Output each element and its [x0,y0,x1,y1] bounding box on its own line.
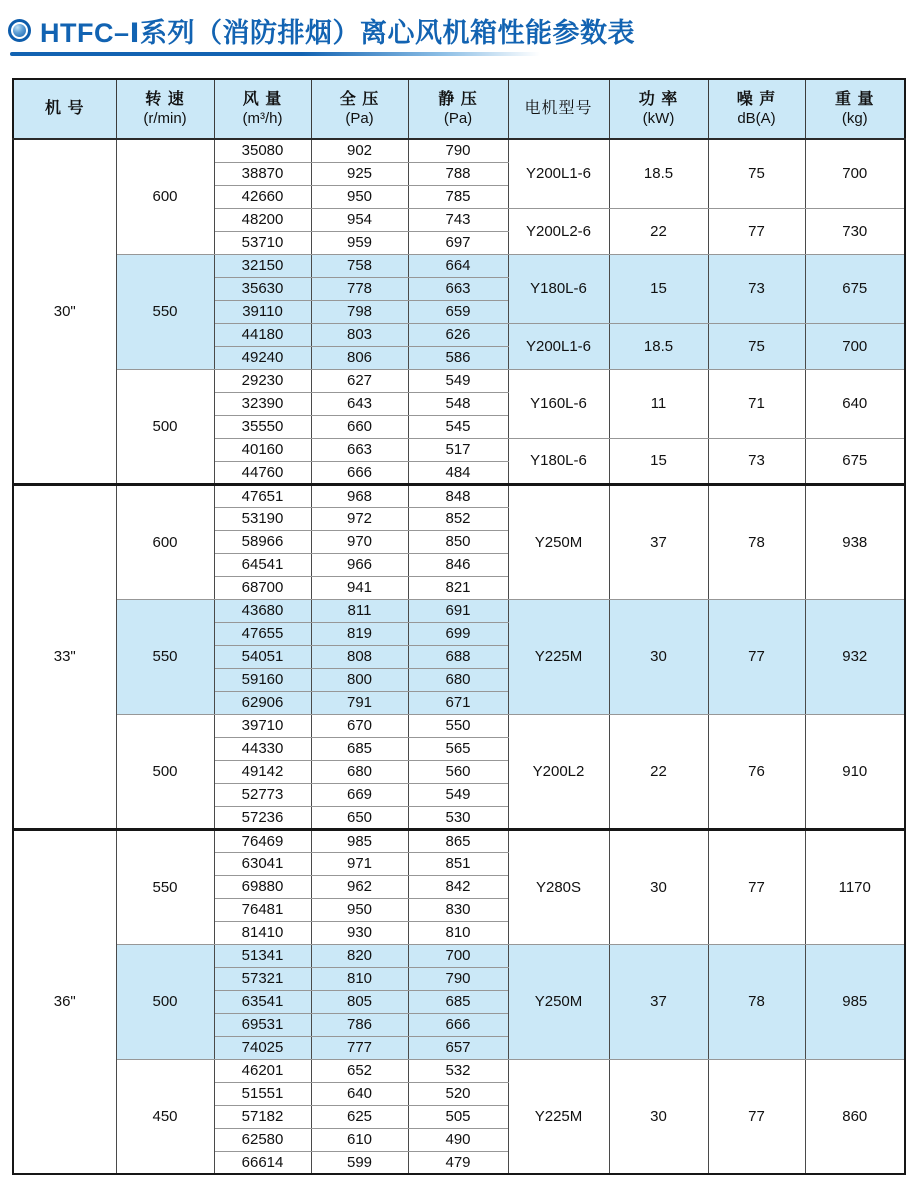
motor-model-cell: Y200L2-6 [508,208,609,254]
motor-model-cell: Y225M [508,599,609,714]
table-row [13,139,905,162]
power-cell: 15 [609,254,708,323]
motor-model-cell: Y200L2 [508,714,609,829]
total-pressure-cell: 778 [311,277,408,300]
total-pressure-cell: 800 [311,668,408,691]
motor-model-cell: Y250M [508,944,609,1059]
airflow-cell: 35630 [214,277,311,300]
total-pressure-cell: 902 [311,139,408,162]
header-label: 功 率 [638,91,679,108]
title-block [8,12,902,56]
table-row [13,369,905,392]
noise-cell: 77 [708,208,805,254]
airflow-cell: 54051 [214,645,311,668]
power-cell: 37 [609,484,708,599]
total-pressure-cell: 777 [311,1036,408,1059]
power-cell: 37 [609,944,708,1059]
speed-cell: 600 [116,484,214,599]
motor-model-cell: Y200L1-6 [508,139,609,208]
weight-cell: 860 [805,1059,905,1174]
title-underline [10,52,540,56]
static-pressure-cell: 830 [408,898,508,921]
total-pressure-cell: 791 [311,691,408,714]
weight-cell: 910 [805,714,905,829]
total-pressure-cell: 954 [311,208,408,231]
airflow-cell: 49142 [214,760,311,783]
airflow-cell: 39110 [214,300,311,323]
airflow-cell: 38870 [214,162,311,185]
col-header-power [609,79,708,139]
noise-cell: 73 [708,438,805,484]
performance-table [12,78,906,1175]
airflow-cell: 39710 [214,714,311,737]
table-row [13,829,905,852]
airflow-cell: 58966 [214,530,311,553]
static-pressure-cell: 517 [408,438,508,461]
total-pressure-cell: 811 [311,599,408,622]
static-pressure-cell: 821 [408,576,508,599]
noise-cell: 77 [708,829,805,944]
header-unit: (r/min) [143,110,187,127]
airflow-cell: 57321 [214,967,311,990]
static-pressure-cell: 520 [408,1082,508,1105]
speed-cell: 500 [116,714,214,829]
size-cell: 30" [13,139,116,484]
total-pressure-cell: 806 [311,346,408,369]
weight-cell: 675 [805,254,905,323]
airflow-cell: 68700 [214,576,311,599]
static-pressure-cell: 657 [408,1036,508,1059]
airflow-cell: 47655 [214,622,311,645]
static-pressure-cell: 560 [408,760,508,783]
total-pressure-cell: 670 [311,714,408,737]
weight-cell: 640 [805,369,905,438]
power-cell: 30 [609,829,708,944]
weight-cell: 675 [805,438,905,484]
airflow-cell: 63541 [214,990,311,1013]
total-pressure-cell: 599 [311,1151,408,1174]
motor-model-cell: Y250M [508,484,609,599]
weight-cell: 938 [805,484,905,599]
power-cell: 22 [609,208,708,254]
header-label: 噪 声 [736,91,777,108]
total-pressure-cell: 950 [311,898,408,921]
static-pressure-cell: 788 [408,162,508,185]
table-row [13,254,905,277]
total-pressure-cell: 820 [311,944,408,967]
static-pressure-cell: 697 [408,231,508,254]
col-header-weight [805,79,905,139]
header-unit: (kg) [841,110,868,127]
static-pressure-cell: 688 [408,645,508,668]
speed-cell: 550 [116,599,214,714]
page-title: HTFC–Ⅰ系列（消防排烟）离心风机箱性能参数表 [40,17,636,48]
noise-cell: 73 [708,254,805,323]
airflow-cell: 42660 [214,185,311,208]
airflow-cell: 81410 [214,921,311,944]
total-pressure-cell: 819 [311,622,408,645]
airflow-cell: 44760 [214,461,311,484]
static-pressure-cell: 479 [408,1151,508,1174]
static-pressure-cell: 530 [408,806,508,829]
static-pressure-cell: 743 [408,208,508,231]
airflow-cell: 57182 [214,1105,311,1128]
total-pressure-cell: 972 [311,507,408,530]
total-pressure-cell: 627 [311,369,408,392]
airflow-cell: 62906 [214,691,311,714]
airflow-cell: 64541 [214,553,311,576]
total-pressure-cell: 805 [311,990,408,1013]
weight-cell: 1170 [805,829,905,944]
speed-cell: 500 [116,944,214,1059]
speed-cell: 500 [116,369,214,484]
col-header-airflow [214,79,311,139]
header-label: 电机型号 [524,100,593,117]
table-row [13,484,905,507]
static-pressure-cell: 550 [408,714,508,737]
header-unit: dB(A) [737,110,776,127]
total-pressure-cell: 810 [311,967,408,990]
static-pressure-cell: 790 [408,967,508,990]
static-pressure-cell: 685 [408,990,508,1013]
col-header-motor-model [508,79,609,139]
total-pressure-cell: 680 [311,760,408,783]
static-pressure-cell: 852 [408,507,508,530]
speed-cell: 550 [116,829,214,944]
airflow-cell: 52773 [214,783,311,806]
total-pressure-cell: 808 [311,645,408,668]
total-pressure-cell: 650 [311,806,408,829]
static-pressure-cell: 664 [408,254,508,277]
noise-cell: 75 [708,323,805,369]
col-header-size [13,79,116,139]
static-pressure-cell: 549 [408,783,508,806]
table-row [13,944,905,967]
static-pressure-cell: 545 [408,415,508,438]
total-pressure-cell: 643 [311,392,408,415]
airflow-cell: 44180 [214,323,311,346]
airflow-cell: 29230 [214,369,311,392]
airflow-cell: 35080 [214,139,311,162]
total-pressure-cell: 798 [311,300,408,323]
static-pressure-cell: 626 [408,323,508,346]
airflow-cell: 76481 [214,898,311,921]
total-pressure-cell: 669 [311,783,408,806]
table-body [13,139,905,1174]
header-unit: (Pa) [345,110,374,127]
speed-cell: 550 [116,254,214,369]
motor-model-cell: Y160L-6 [508,369,609,438]
airflow-cell: 35550 [214,415,311,438]
total-pressure-cell: 758 [311,254,408,277]
airflow-cell: 51551 [214,1082,311,1105]
static-pressure-cell: 850 [408,530,508,553]
total-pressure-cell: 971 [311,852,408,875]
speed-cell: 450 [116,1059,214,1174]
airflow-cell: 40160 [214,438,311,461]
col-header-static-pressure [408,79,508,139]
static-pressure-cell: 532 [408,1059,508,1082]
airflow-cell: 59160 [214,668,311,691]
static-pressure-cell: 810 [408,921,508,944]
static-pressure-cell: 659 [408,300,508,323]
static-pressure-cell: 790 [408,139,508,162]
airflow-cell: 74025 [214,1036,311,1059]
header-unit: (m³/h) [242,110,283,127]
total-pressure-cell: 660 [311,415,408,438]
header-label: 全 压 [339,91,380,108]
static-pressure-cell: 586 [408,346,508,369]
motor-model-cell: Y200L1-6 [508,323,609,369]
airflow-cell: 53190 [214,507,311,530]
static-pressure-cell: 484 [408,461,508,484]
noise-cell: 76 [708,714,805,829]
power-cell: 18.5 [609,139,708,208]
col-header-total-pressure [311,79,408,139]
weight-cell: 700 [805,323,905,369]
total-pressure-cell: 663 [311,438,408,461]
total-pressure-cell: 925 [311,162,408,185]
total-pressure-cell: 640 [311,1082,408,1105]
power-cell: 30 [609,1059,708,1174]
total-pressure-cell: 985 [311,829,408,852]
total-pressure-cell: 966 [311,553,408,576]
noise-cell: 78 [708,484,805,599]
airflow-cell: 46201 [214,1059,311,1082]
header-label: 风 量 [242,91,283,108]
static-pressure-cell: 548 [408,392,508,415]
static-pressure-cell: 549 [408,369,508,392]
static-pressure-cell: 851 [408,852,508,875]
total-pressure-cell: 685 [311,737,408,760]
total-pressure-cell: 652 [311,1059,408,1082]
motor-model-cell: Y180L-6 [508,254,609,323]
power-cell: 30 [609,599,708,714]
static-pressure-cell: 846 [408,553,508,576]
airflow-cell: 49240 [214,346,311,369]
col-header-noise [708,79,805,139]
power-cell: 15 [609,438,708,484]
speed-cell: 600 [116,139,214,254]
static-pressure-cell: 848 [408,484,508,507]
weight-cell: 730 [805,208,905,254]
total-pressure-cell: 610 [311,1128,408,1151]
static-pressure-cell: 691 [408,599,508,622]
airflow-cell: 53710 [214,231,311,254]
total-pressure-cell: 930 [311,921,408,944]
static-pressure-cell: 785 [408,185,508,208]
total-pressure-cell: 941 [311,576,408,599]
power-cell: 22 [609,714,708,829]
header-unit: (Pa) [443,110,473,127]
motor-model-cell: Y280S [508,829,609,944]
static-pressure-cell: 666 [408,1013,508,1036]
static-pressure-cell: 699 [408,622,508,645]
power-cell: 11 [609,369,708,438]
motor-model-cell: Y180L-6 [508,438,609,484]
total-pressure-cell: 786 [311,1013,408,1036]
header-label: 转 速 [145,91,185,108]
static-pressure-cell: 490 [408,1128,508,1151]
airflow-cell: 44330 [214,737,311,760]
power-cell: 18.5 [609,323,708,369]
total-pressure-cell: 803 [311,323,408,346]
total-pressure-cell: 962 [311,875,408,898]
airflow-cell: 69880 [214,875,311,898]
static-pressure-cell: 700 [408,944,508,967]
motor-model-cell: Y225M [508,1059,609,1174]
airflow-cell: 62580 [214,1128,311,1151]
table-row [13,1059,905,1082]
size-cell: 36" [13,829,116,1174]
noise-cell: 75 [708,139,805,208]
total-pressure-cell: 959 [311,231,408,254]
col-header-speed [116,79,214,139]
size-cell: 33" [13,484,116,829]
header-label: 重 量 [835,91,875,108]
static-pressure-cell: 842 [408,875,508,898]
bullseye-icon [8,19,31,42]
airflow-cell: 66614 [214,1151,311,1174]
total-pressure-cell: 968 [311,484,408,507]
header-row [13,79,905,139]
table-row [13,599,905,622]
noise-cell: 71 [708,369,805,438]
airflow-cell: 51341 [214,944,311,967]
weight-cell: 985 [805,944,905,1059]
airflow-cell: 47651 [214,484,311,507]
weight-cell: 700 [805,139,905,208]
airflow-cell: 32390 [214,392,311,415]
total-pressure-cell: 950 [311,185,408,208]
airflow-cell: 43680 [214,599,311,622]
weight-cell: 932 [805,599,905,714]
static-pressure-cell: 663 [408,277,508,300]
total-pressure-cell: 625 [311,1105,408,1128]
airflow-cell: 48200 [214,208,311,231]
table-header [13,79,905,139]
total-pressure-cell: 666 [311,461,408,484]
noise-cell: 78 [708,944,805,1059]
airflow-cell: 32150 [214,254,311,277]
header-unit: (kW) [642,110,675,127]
header-label: 机 号 [45,100,85,117]
airflow-cell: 63041 [214,852,311,875]
static-pressure-cell: 680 [408,668,508,691]
airflow-cell: 76469 [214,829,311,852]
static-pressure-cell: 671 [408,691,508,714]
noise-cell: 77 [708,1059,805,1174]
noise-cell: 77 [708,599,805,714]
static-pressure-cell: 505 [408,1105,508,1128]
static-pressure-cell: 565 [408,737,508,760]
header-label: 静 压 [438,91,478,108]
static-pressure-cell: 865 [408,829,508,852]
table-row [13,714,905,737]
airflow-cell: 69531 [214,1013,311,1036]
airflow-cell: 57236 [214,806,311,829]
total-pressure-cell: 970 [311,530,408,553]
